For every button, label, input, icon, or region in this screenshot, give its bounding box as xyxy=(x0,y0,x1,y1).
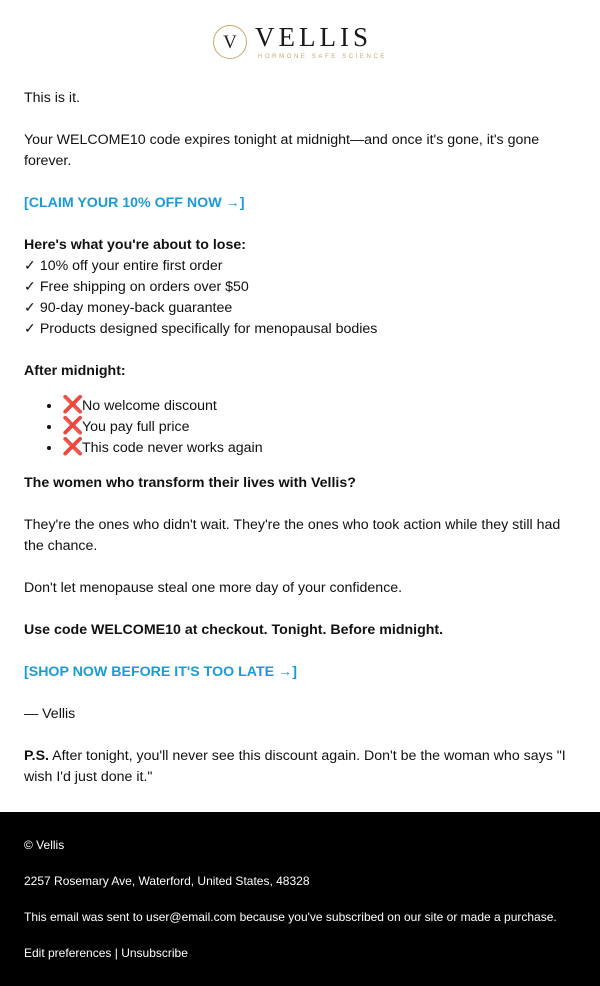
signoff-text: — Vellis xyxy=(24,706,76,722)
benefits-list xyxy=(24,256,576,340)
cross-mark-icon: ❌ xyxy=(62,416,84,435)
brand-logo[interactable] xyxy=(213,24,387,60)
footer-address: 2257 Rosemary Ave, Waterford, United States, 48328 xyxy=(24,874,310,888)
women-body-text: They're the ones who didn't wait. They're the ones who took action while they still had the chance. xyxy=(24,517,561,554)
email-header xyxy=(0,0,600,88)
logo-emblem-letter: V xyxy=(223,32,237,53)
edit-preferences-link[interactable]: Edit preferences xyxy=(24,946,112,960)
footer-link-separator: | xyxy=(111,946,122,960)
lose-heading: Here's what you're about to lose: xyxy=(24,237,246,253)
footer-notice: This email was sent to user@email.com because you've subscribed on our site or made a purchase. xyxy=(24,910,557,924)
loss-text: This code never works again xyxy=(82,440,263,456)
postscript xyxy=(24,746,576,788)
loss-text: No welcome discount xyxy=(82,398,217,414)
brand-name: VELLIS xyxy=(254,22,372,52)
women-heading: The women who transform their lives with Vellis? xyxy=(24,475,356,491)
footer-copyright: © Vellis xyxy=(24,838,65,852)
expiry-text: Your WELCOME10 code expires tonight at midnight—and once it's gone, it's gone forever. xyxy=(24,132,540,169)
shop-now-link[interactable]: [SHOP NOW BEFORE IT'S TOO LATE →] xyxy=(24,664,297,680)
list-item xyxy=(62,396,576,417)
intro-text: This is it. xyxy=(24,90,80,106)
unsubscribe-link[interactable]: Unsubscribe xyxy=(121,946,188,960)
ps-text: After tonight, you'll never see this discount again. Don't be the woman who says "I wish I'd just done it." xyxy=(24,748,566,785)
confidence-text: Don't let menopause steal one more day of your confidence. xyxy=(24,580,403,596)
claim-discount-link[interactable]: [CLAIM YOUR 10% OFF NOW →] xyxy=(24,195,245,211)
benefit-item: ✓ 90-day money-back guarantee xyxy=(24,300,233,316)
footer-links xyxy=(24,946,576,982)
logo-emblem xyxy=(213,25,247,59)
email-footer xyxy=(0,812,600,986)
benefit-item: ✓ Free shipping on orders over $50 xyxy=(24,279,249,295)
ps-label: P.S. xyxy=(24,748,49,764)
list-item xyxy=(62,417,576,438)
loss-text: You pay full price xyxy=(82,419,190,435)
list-item xyxy=(62,438,576,459)
losses-list xyxy=(24,396,576,459)
email-body xyxy=(0,88,600,788)
benefit-item: ✓ Products designed specifically for menopausal bodies xyxy=(24,321,378,337)
use-code-text: Use code WELCOME10 at checkout. Tonight. Before midnight. xyxy=(24,622,444,638)
logo-wordmark xyxy=(255,24,387,60)
brand-tagline: HORMONE SAFE SCIENCE xyxy=(257,54,387,60)
cross-mark-icon: ❌ xyxy=(62,437,84,456)
after-midnight-heading: After midnight: xyxy=(24,363,126,379)
cross-mark-icon: ❌ xyxy=(62,395,84,414)
benefit-item: ✓ 10% off your entire first order xyxy=(24,258,223,274)
